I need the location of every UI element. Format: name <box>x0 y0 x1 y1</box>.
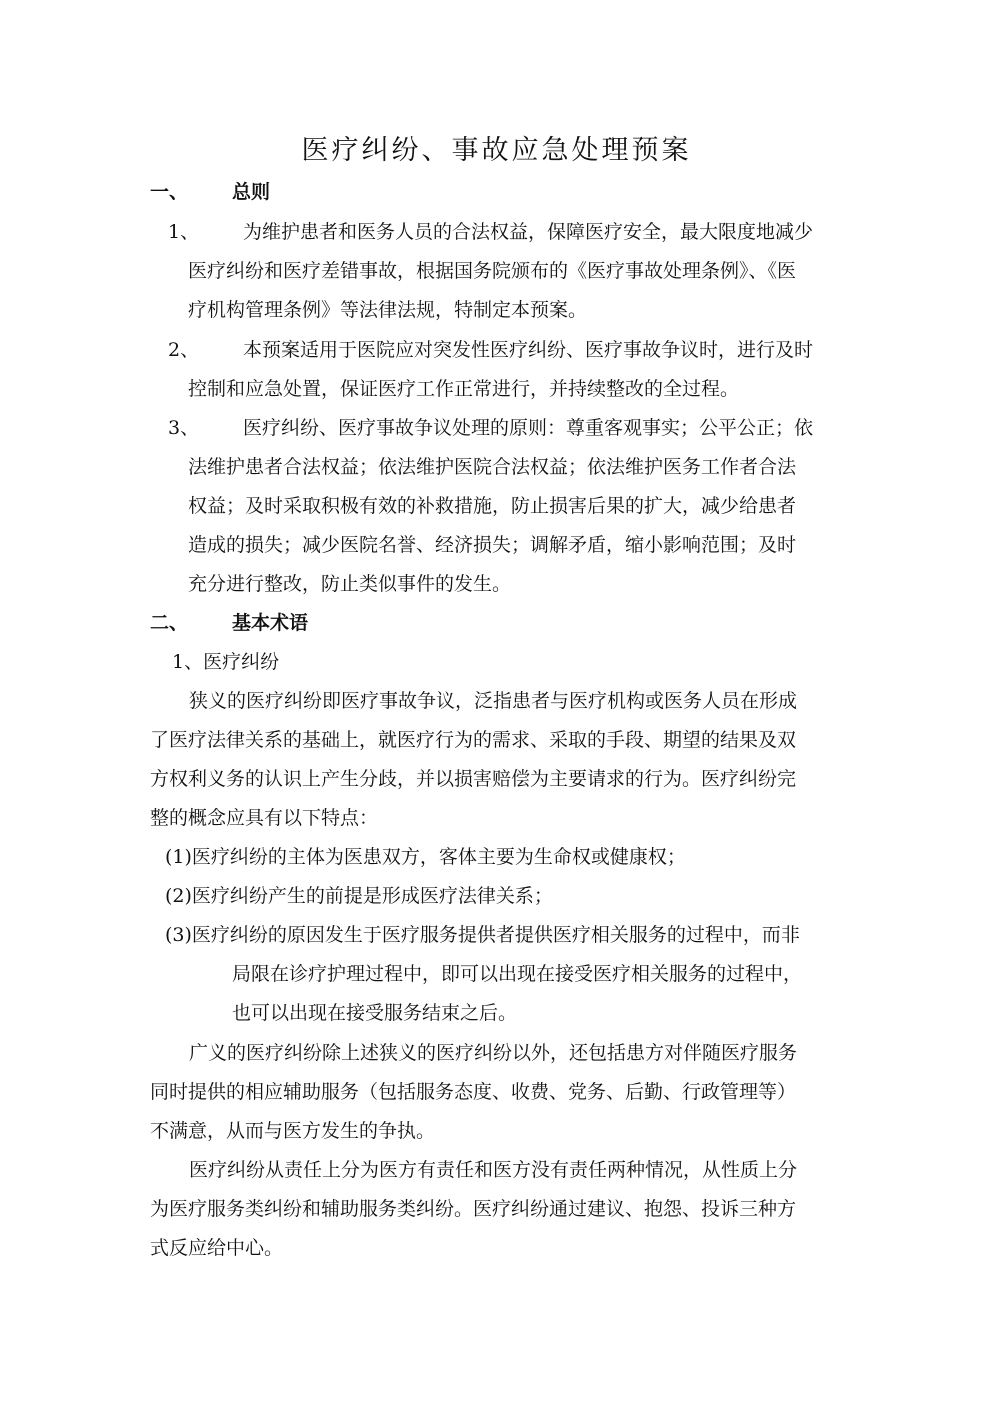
feature-line: 也可以出现在接受服务结束之后。 <box>232 1002 518 1024</box>
item-line: 控制和应急处置，保证医疗工作正常进行，并持续整改的全过程。 <box>188 378 740 400</box>
paragraph-line: 为医疗服务类纠纷和辅助服务类纠纷。医疗纠纷通过建议、抱怨、投诉三种方 <box>150 1198 797 1220</box>
item-number: 2、 <box>168 339 200 361</box>
paragraph-line: 医疗纠纷从责任上分为医方有责任和医方没有责任两种情况，从性质上分 <box>189 1159 798 1181</box>
section-heading: 总则 <box>232 181 271 203</box>
feature-line: (2)医疗纠纷产生的前提是形成医疗法律关系； <box>165 885 553 907</box>
item-line: 本预案适用于医院应对突发性医疗纠纷、医疗事故争议时，进行及时 <box>243 339 814 361</box>
paragraph-line: 广义的医疗纠纷除上述狭义的医疗纠纷以外，还包括患方对伴随医疗服务 <box>189 1042 798 1064</box>
feature-line: (1)医疗纠纷的主体为医患双方，客体主要为生命权或健康权； <box>165 846 686 868</box>
paragraph-line: 同时提供的相应辅助服务（包括服务态度、收费、党务、后勤、行政管理等） <box>150 1081 797 1103</box>
paragraph-line: 方权利义务的认识上产生分歧，并以损害赔偿为主要请求的行为。医疗纠纷完 <box>150 768 797 790</box>
document-title: 医疗纠纷、事故应急处理预案 <box>301 135 692 166</box>
section-heading: 基本术语 <box>232 612 309 634</box>
paragraph-line: 式反应给中心。 <box>150 1237 284 1259</box>
item-line: 医疗纠纷、医疗事故争议处理的原则：尊重客观事实；公平公正；依 <box>243 417 814 439</box>
item-line: 医疗纠纷和医疗差错事故，根据国务院颁布的《医疗事故处理条例》、《医 <box>188 260 797 282</box>
section-number: 二、 <box>150 612 189 634</box>
item-line: 充分进行整改，防止类似事件的发生。 <box>188 573 512 595</box>
paragraph-line: 不满意，从而与医方发生的争执。 <box>150 1120 436 1142</box>
section-number: 一、 <box>150 181 189 203</box>
item-line: 造成的损失；减少医院名誉、经济损失；调解矛盾，缩小影响范围；及时 <box>188 534 797 556</box>
item-number: 3、 <box>168 417 200 439</box>
item-line: 法维护患者合法权益；依法维护医院合法权益；依法维护医务工作者合法 <box>188 456 797 478</box>
item-line: 为维护患者和医务人员的合法权益，保障医疗安全，最大限度地减少 <box>243 221 814 243</box>
paragraph-line: 狭义的医疗纠纷即医疗事故争议，泛指患者与医疗机构或医务人员在形成 <box>189 690 798 712</box>
feature-line: (3)医疗纠纷的原因发生于医疗服务提供者提供医疗相关服务的过程中，而非 <box>165 924 800 946</box>
paragraph-line: 了医疗法律关系的基础上，就医疗行为的需求、采取的手段、期望的结果及双 <box>150 729 797 751</box>
feature-line: 局限在诊疗护理过程中，即可以出现在接受医疗相关服务的过程中， <box>232 963 803 985</box>
paragraph-line: 整的概念应具有以下特点： <box>150 807 379 829</box>
item-line: 权益；及时采取积极有效的补救措施，防止损害后果的扩大，减少给患者 <box>188 495 797 517</box>
subheading: 1、医疗纠纷 <box>172 651 280 673</box>
item-number: 1、 <box>168 221 200 243</box>
item-line: 疗机构管理条例》等法律法规，特制定本预案。 <box>188 299 588 321</box>
